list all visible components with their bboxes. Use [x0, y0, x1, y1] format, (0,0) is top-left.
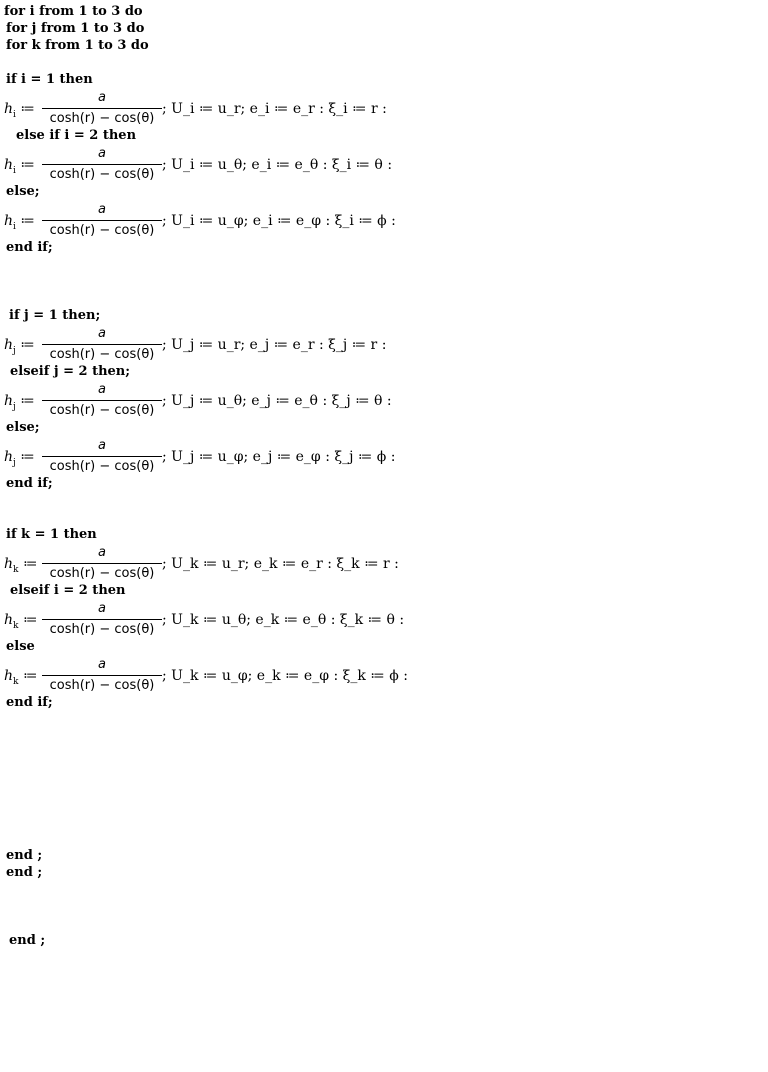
else-k: else	[6, 639, 35, 654]
lhs: $h_k$ ≔	[4, 668, 38, 687]
assignment-rhs: ; U_i ≔ u_r; e_i ≔ e_r : ξ_i ≔ r :	[162, 101, 387, 117]
assignment-rhs: ; U_j ≔ u_θ; e_j ≔ e_θ : ξ_j ≔ θ :	[162, 393, 392, 409]
elseif-j-2: elseif j = 2 then;	[10, 364, 131, 379]
endif-j: end if;	[6, 476, 53, 491]
assignment-rhs: ; U_k ≔ u_φ; e_k ≔ e_φ : ξ_k ≔ ϕ :	[162, 668, 408, 684]
lhs: $h_k$ ≔	[4, 612, 38, 631]
fraction: a cosh(r) − cos(θ)	[42, 545, 162, 583]
if-i-1: if i = 1 then	[6, 72, 93, 87]
lhs: $h_i$ ≔	[4, 101, 35, 120]
end-i-loop: end ;	[9, 933, 46, 948]
lhs: $h_j$ ≔	[4, 337, 35, 356]
if-j-1: if j = 1 then;	[9, 308, 101, 323]
end-k-loop: end ;	[6, 848, 43, 863]
end-j-loop: end ;	[6, 865, 43, 880]
fraction: a cosh(r) − cos(θ)	[42, 326, 162, 364]
fraction: a cosh(r) − cos(θ)	[42, 202, 162, 240]
lhs: $h_k$ ≔	[4, 556, 38, 575]
else-i: else;	[6, 184, 40, 199]
elseif-k-2: elseif i = 2 then	[10, 583, 126, 598]
fraction: a cosh(r) − cos(θ)	[42, 601, 162, 639]
else-j: else;	[6, 420, 40, 435]
for-j-loop: for j from 1 to 3 do	[6, 21, 145, 36]
lhs: $h_j$ ≔	[4, 393, 35, 412]
fraction: a cosh(r) − cos(θ)	[42, 657, 162, 695]
lhs: $h_j$ ≔	[4, 449, 35, 468]
for-k-loop: for k from 1 to 3 do	[6, 38, 149, 53]
assignment-rhs: ; U_k ≔ u_θ; e_k ≔ e_θ : ξ_k ≔ θ :	[162, 612, 405, 628]
assignment-rhs: ; U_j ≔ u_r; e_j ≔ e_r : ξ_j ≔ r :	[162, 337, 387, 353]
assignment-rhs: ; U_i ≔ u_θ; e_i ≔ e_θ : ξ_i ≔ θ :	[162, 157, 393, 173]
fraction: a cosh(r) − cos(θ)	[42, 382, 162, 420]
elseif-i-2: else if i = 2 then	[16, 128, 137, 143]
lhs: $h_i$ ≔	[4, 157, 35, 176]
lhs: $h_i$ ≔	[4, 213, 35, 232]
assignment-rhs: ; U_k ≔ u_r; e_k ≔ e_r : ξ_k ≔ r :	[162, 556, 399, 572]
fraction: a cosh(r) − cos(θ)	[42, 146, 162, 184]
if-k-1: if k = 1 then	[6, 527, 97, 542]
endif-i: end if;	[6, 240, 53, 255]
fraction: a cosh(r) − cos(θ)	[42, 438, 162, 476]
endif-k: end if;	[6, 695, 53, 710]
assignment-rhs: ; U_j ≔ u_φ; e_j ≔ e_φ : ξ_j ≔ ϕ :	[162, 449, 396, 465]
assignment-rhs: ; U_i ≔ u_φ; e_i ≔ e_φ : ξ_i ≔ ϕ :	[162, 213, 396, 229]
fraction: a cosh(r) − cos(θ)	[42, 90, 162, 128]
for-i-loop: for i from 1 to 3 do	[4, 4, 143, 19]
